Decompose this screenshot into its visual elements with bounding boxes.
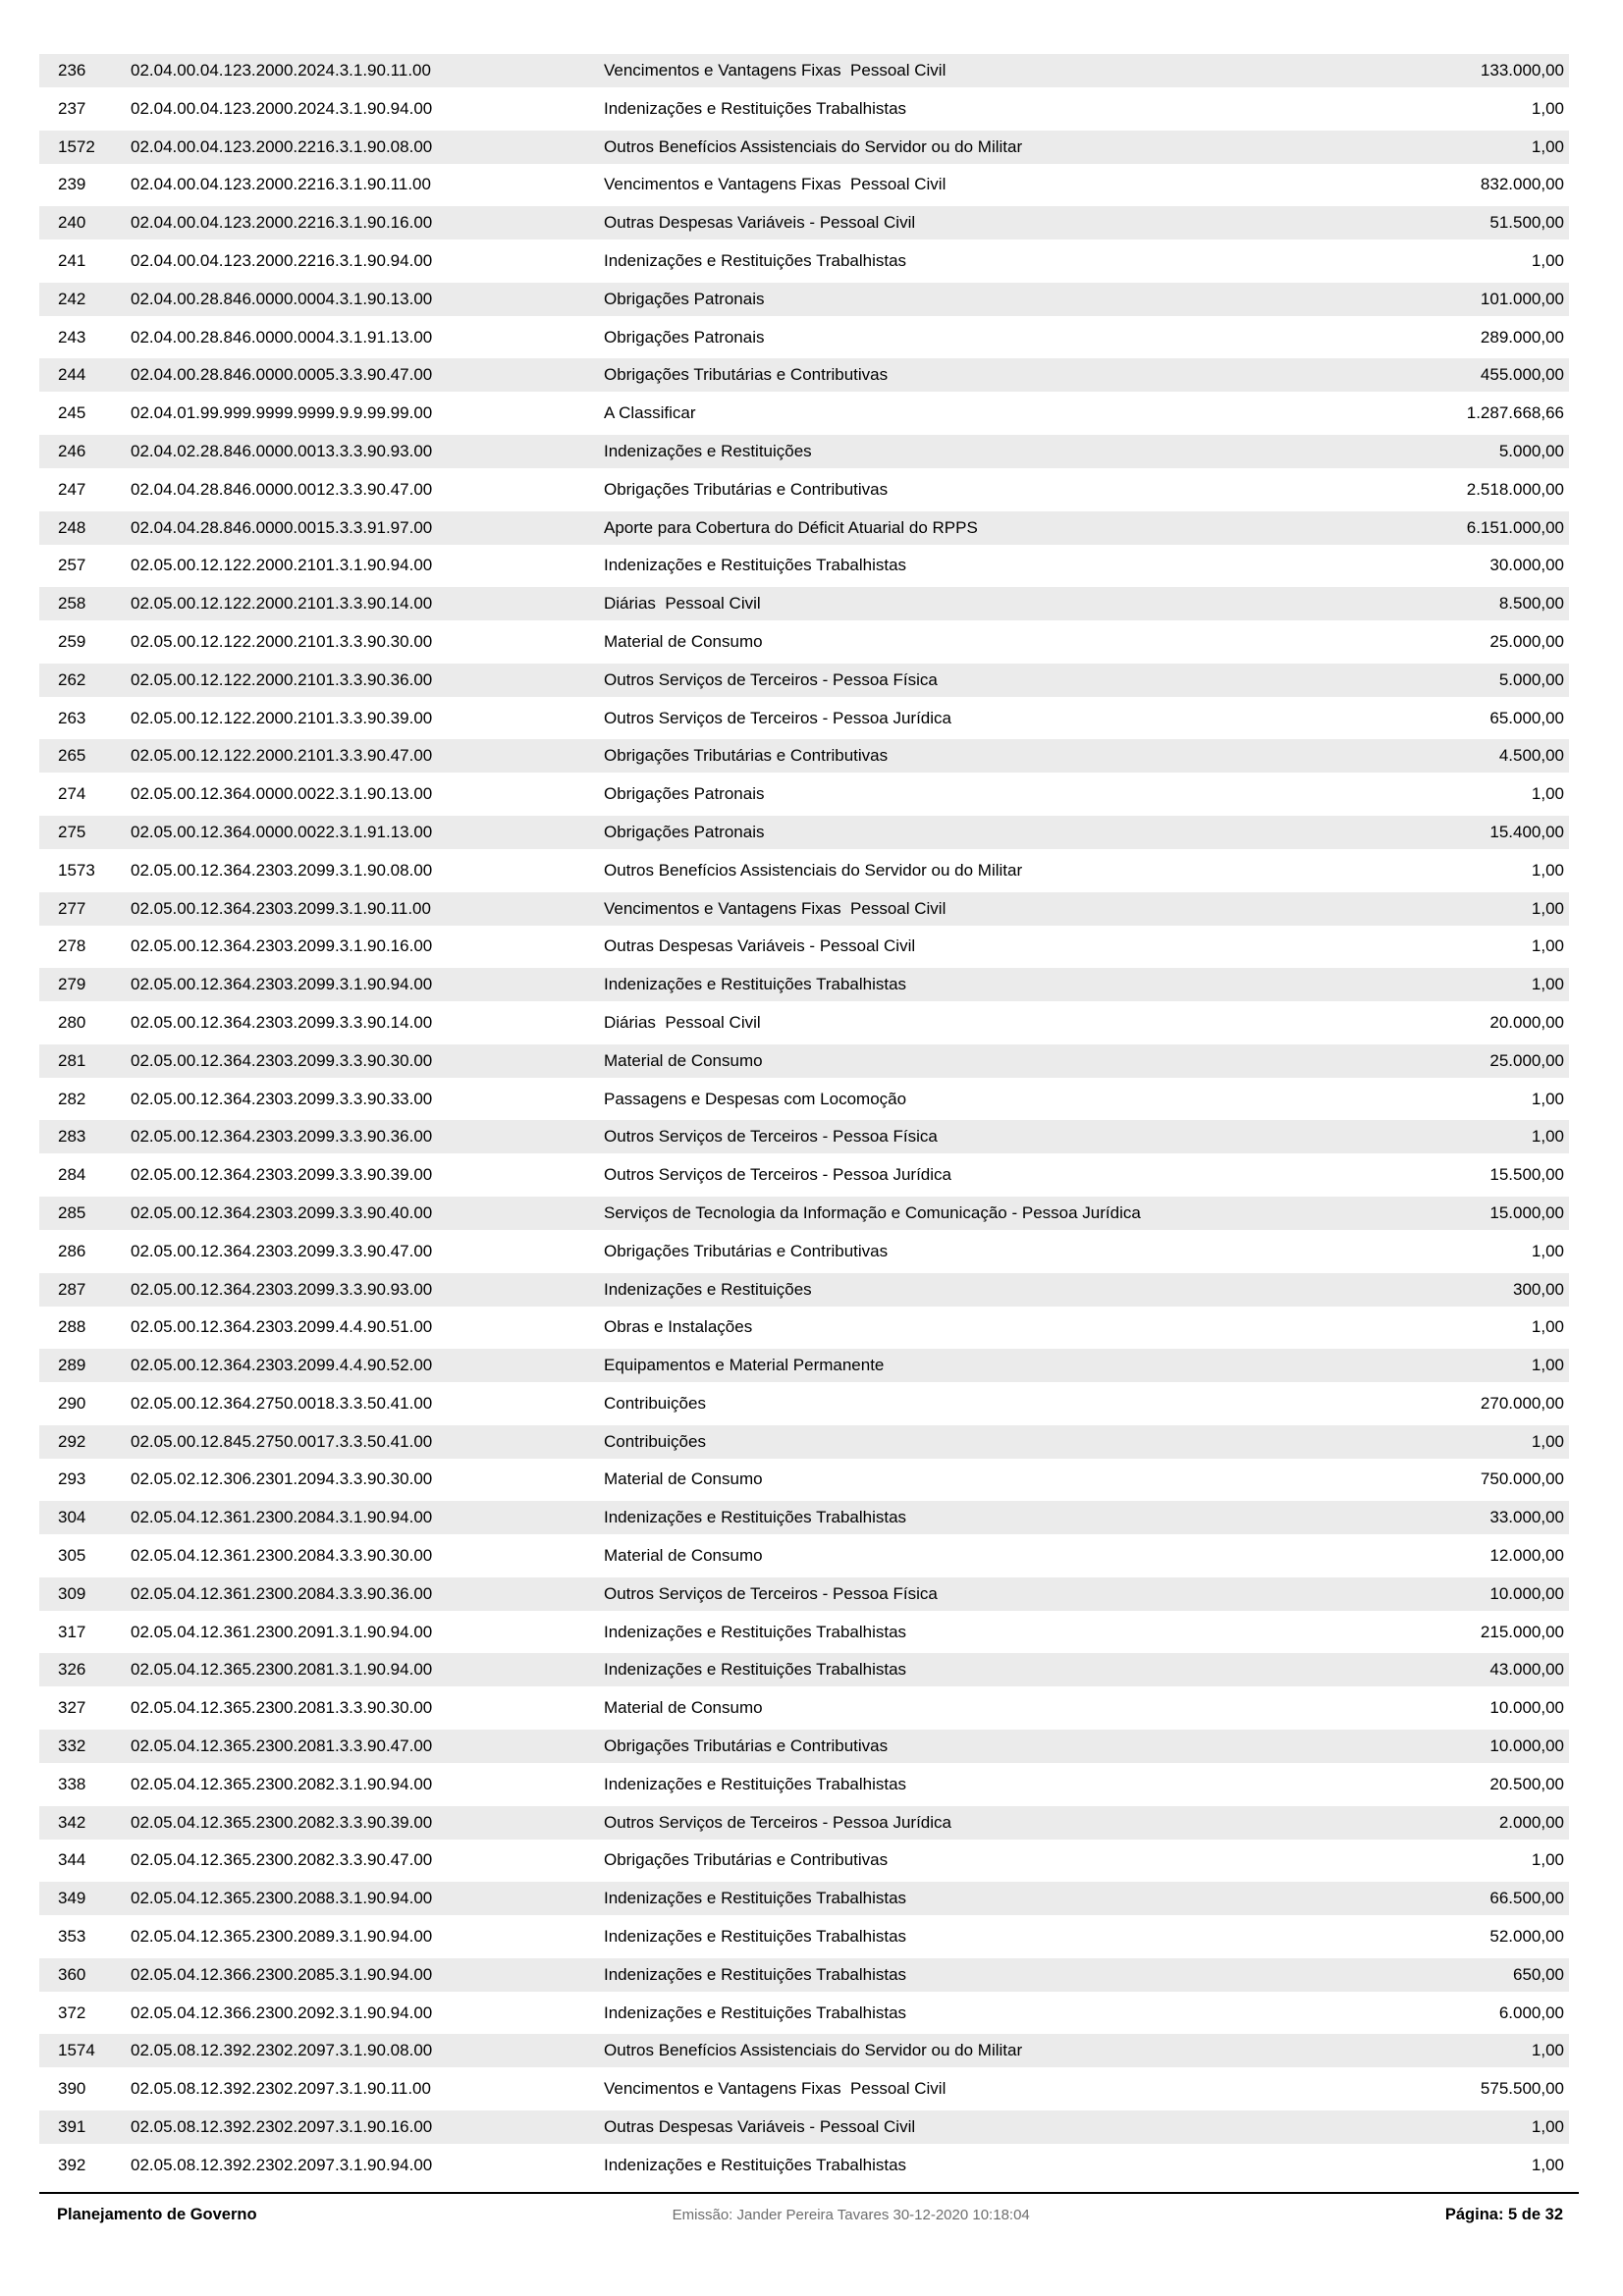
row-description-cell: Contribuições: [604, 1431, 706, 1451]
row-budget-code-cell: 02.05.04.12.365.2300.2082.3.3.90.39.00: [131, 1812, 433, 1832]
row-description-cell: Indenizações e Restituições Trabalhistas: [604, 98, 907, 118]
row-value-cell: 5.000,00: [1498, 441, 1564, 460]
table-row: [39, 1691, 1569, 1725]
table-row: [39, 930, 1569, 963]
row-budget-code-cell: 02.05.04.12.366.2300.2092.3.1.90.94.00: [131, 2002, 433, 2022]
row-budget-code-cell: 02.05.00.12.364.2303.2099.4.4.90.51.00: [131, 1317, 433, 1337]
row-description-cell: Obras e Instalações: [604, 1317, 753, 1337]
row-id-cell: 342: [58, 1812, 86, 1832]
row-budget-code-cell: 02.05.08.12.392.2302.2097.3.1.90.94.00: [131, 2155, 433, 2174]
row-budget-code-cell: 02.05.04.12.366.2300.2085.3.1.90.94.00: [131, 1964, 433, 1984]
row-budget-code-cell: 02.05.00.12.364.2303.2099.3.1.90.94.00: [131, 975, 433, 994]
table-row: [39, 664, 1569, 697]
table-row: [39, 1843, 1569, 1877]
row-id-cell: 262: [58, 669, 86, 689]
row-id-cell: 278: [58, 936, 86, 956]
row-value-cell: 20.000,00: [1489, 1012, 1564, 1032]
row-value-cell: 10.000,00: [1489, 1583, 1564, 1603]
row-budget-code-cell: 02.04.00.04.123.2000.2216.3.1.90.11.00: [131, 175, 431, 194]
row-value-cell: 650,00: [1513, 1964, 1564, 1984]
row-budget-code-cell: 02.05.04.12.361.2300.2091.3.1.90.94.00: [131, 1622, 433, 1641]
table-row: [39, 321, 1569, 354]
row-description-cell: Obrigações Tributárias e Contributivas: [604, 365, 889, 385]
row-description-cell: Equipamentos e Material Permanente: [604, 1356, 885, 1375]
row-value-cell: 1,00: [1531, 784, 1564, 804]
row-value-cell: 43.000,00: [1489, 1660, 1564, 1680]
row-id-cell: 293: [58, 1469, 86, 1489]
row-budget-code-cell: 02.05.00.12.364.2303.2099.3.3.90.40.00: [131, 1202, 433, 1222]
row-id-cell: 257: [58, 556, 86, 575]
row-description-cell: Passagens e Despesas com Locomoção: [604, 1089, 907, 1108]
table-row: [39, 511, 1569, 545]
table-row: [39, 435, 1569, 468]
row-id-cell: 240: [58, 213, 86, 233]
row-value-cell: 25.000,00: [1489, 1050, 1564, 1070]
row-value-cell: 1,00: [1531, 1241, 1564, 1260]
row-id-cell: 391: [58, 2117, 86, 2137]
row-budget-code-cell: 02.05.00.12.364.2303.2099.3.3.90.47.00: [131, 1241, 433, 1260]
row-id-cell: 259: [58, 631, 86, 651]
row-budget-code-cell: 02.05.00.12.122.2000.2101.3.3.90.36.00: [131, 669, 433, 689]
row-description-cell: A Classificar: [604, 403, 696, 423]
table-row: [39, 892, 1569, 926]
row-description-cell: Obrigações Tributárias e Contributivas: [604, 746, 889, 766]
table-row: [39, 1997, 1569, 2030]
row-id-cell: 246: [58, 441, 86, 460]
row-description-cell: Outros Serviços de Terceiros - Pessoa Física: [604, 1583, 938, 1603]
row-value-cell: 1,00: [1531, 2117, 1564, 2137]
row-budget-code-cell: 02.05.00.12.364.2303.2099.3.3.90.93.00: [131, 1279, 433, 1299]
table-row: [39, 1539, 1569, 1573]
table-row: [39, 2110, 1569, 2144]
row-budget-code-cell: 02.05.04.12.365.2300.2088.3.1.90.94.00: [131, 1889, 433, 1908]
row-id-cell: 274: [58, 784, 86, 804]
row-value-cell: 1,00: [1531, 898, 1564, 918]
row-value-cell: 300,00: [1513, 1279, 1564, 1299]
row-description-cell: Outros Serviços de Terceiros - Pessoa Física: [604, 1127, 938, 1147]
row-value-cell: 750.000,00: [1480, 1469, 1564, 1489]
row-value-cell: 2.518.000,00: [1466, 479, 1564, 499]
row-id-cell: 289: [58, 1356, 86, 1375]
report-footer: [39, 2206, 1579, 2224]
row-id-cell: 332: [58, 1736, 86, 1756]
row-id-cell: 277: [58, 898, 86, 918]
row-id-cell: 344: [58, 1850, 86, 1870]
table-row: [39, 1958, 1569, 1992]
row-description-cell: Aporte para Cobertura do Déficit Atuarial do RPPS: [604, 517, 978, 537]
row-budget-code-cell: 02.05.00.12.364.2750.0018.3.3.50.41.00: [131, 1393, 433, 1413]
row-budget-code-cell: 02.05.00.12.364.2303.2099.3.3.90.14.00: [131, 1012, 433, 1032]
row-value-cell: 832.000,00: [1480, 175, 1564, 194]
row-description-cell: Indenizações e Restituições Trabalhistas: [604, 1964, 907, 1984]
row-budget-code-cell: 02.04.00.28.846.0000.0004.3.1.91.13.00: [131, 327, 433, 347]
table-row: [39, 1577, 1569, 1611]
row-value-cell: 215.000,00: [1480, 1622, 1564, 1641]
row-budget-code-cell: 02.05.00.12.122.2000.2101.3.3.90.14.00: [131, 594, 433, 614]
row-id-cell: 243: [58, 327, 86, 347]
row-id-cell: 1572: [58, 136, 95, 156]
row-id-cell: 317: [58, 1622, 86, 1641]
row-value-cell: 10.000,00: [1489, 1736, 1564, 1756]
row-description-cell: Indenizações e Restituições Trabalhistas: [604, 2155, 907, 2174]
row-description-cell: Outros Benefícios Assistenciais do Servidor ou do Militar: [604, 136, 1023, 156]
table-row: [39, 2149, 1569, 2182]
table-row: [39, 397, 1569, 430]
table-row: [39, 854, 1569, 887]
row-id-cell: 263: [58, 708, 86, 727]
row-description-cell: Obrigações Tributárias e Contributivas: [604, 1241, 889, 1260]
row-value-cell: 20.500,00: [1489, 1774, 1564, 1793]
row-value-cell: 65.000,00: [1489, 708, 1564, 727]
row-description-cell: Material de Consumo: [604, 1469, 763, 1489]
row-budget-code-cell: 02.04.00.04.123.2000.2216.3.1.90.08.00: [131, 136, 433, 156]
row-id-cell: 309: [58, 1583, 86, 1603]
row-description-cell: Outras Despesas Variáveis - Pessoal Civil: [604, 213, 916, 233]
row-description-cell: Diárias Pessoal Civil: [604, 1012, 761, 1032]
row-id-cell: 241: [58, 250, 86, 270]
row-description-cell: Indenizações e Restituições: [604, 1279, 812, 1299]
table-row: [39, 1463, 1569, 1496]
row-value-cell: 101.000,00: [1480, 289, 1564, 308]
row-id-cell: 290: [58, 1393, 86, 1413]
row-description-cell: Indenizações e Restituições Trabalhistas: [604, 250, 907, 270]
row-value-cell: 15.000,00: [1489, 1202, 1564, 1222]
row-description-cell: Material de Consumo: [604, 1546, 763, 1566]
table-row: [39, 1349, 1569, 1382]
row-description-cell: Indenizações e Restituições: [604, 441, 812, 460]
row-value-cell: 6.151.000,00: [1466, 517, 1564, 537]
row-description-cell: Material de Consumo: [604, 1050, 763, 1070]
table-row: [39, 206, 1569, 240]
row-id-cell: 360: [58, 1964, 86, 1984]
row-value-cell: 575.500,00: [1480, 2079, 1564, 2099]
row-value-cell: 1,00: [1531, 1127, 1564, 1147]
table-row: [39, 1768, 1569, 1801]
row-budget-code-cell: 02.04.00.04.123.2000.2216.3.1.90.94.00: [131, 250, 433, 270]
row-description-cell: Indenizações e Restituições Trabalhistas: [604, 556, 907, 575]
row-description-cell: Indenizações e Restituições Trabalhistas: [604, 1889, 907, 1908]
row-description-cell: Outros Serviços de Terceiros - Pessoa Física: [604, 669, 938, 689]
row-id-cell: 392: [58, 2155, 86, 2174]
row-budget-code-cell: 02.05.00.12.364.2303.2099.3.1.90.11.00: [131, 898, 431, 918]
row-value-cell: 1,00: [1531, 1089, 1564, 1108]
row-id-cell: 244: [58, 365, 86, 385]
row-value-cell: 289.000,00: [1480, 327, 1564, 347]
row-value-cell: 1.287.668,66: [1466, 403, 1564, 423]
table-row: [39, 358, 1569, 392]
row-value-cell: 51.500,00: [1489, 213, 1564, 233]
table-row: [39, 702, 1569, 735]
row-description-cell: Outras Despesas Variáveis - Pessoal Civil: [604, 2117, 916, 2137]
table-row: [39, 549, 1569, 582]
row-id-cell: 283: [58, 1127, 86, 1147]
row-id-cell: 1574: [58, 2041, 95, 2060]
row-budget-code-cell: 02.05.08.12.392.2302.2097.3.1.90.11.00: [131, 2079, 431, 2099]
row-id-cell: 292: [58, 1431, 86, 1451]
table-row: [39, 1806, 1569, 1840]
row-id-cell: 327: [58, 1698, 86, 1718]
row-budget-code-cell: 02.05.00.12.364.0000.0022.3.1.90.13.00: [131, 784, 433, 804]
row-budget-code-cell: 02.04.00.28.846.0000.0005.3.3.90.47.00: [131, 365, 433, 385]
row-budget-code-cell: 02.05.04.12.365.2300.2081.3.1.90.94.00: [131, 1660, 433, 1680]
row-budget-code-cell: 02.05.04.12.365.2300.2081.3.3.90.30.00: [131, 1698, 433, 1718]
table-row: [39, 1235, 1569, 1268]
row-description-cell: Indenizações e Restituições Trabalhistas: [604, 1622, 907, 1641]
row-budget-code-cell: 02.05.00.12.122.2000.2101.3.1.90.94.00: [131, 556, 433, 575]
row-description-cell: Material de Consumo: [604, 631, 763, 651]
table-row: [39, 244, 1569, 278]
table-row: [39, 1730, 1569, 1763]
row-description-cell: Diárias Pessoal Civil: [604, 594, 761, 614]
row-budget-code-cell: 02.05.08.12.392.2302.2097.3.1.90.08.00: [131, 2041, 433, 2060]
row-id-cell: 305: [58, 1546, 86, 1566]
row-id-cell: 282: [58, 1089, 86, 1108]
row-value-cell: 15.400,00: [1489, 822, 1564, 841]
row-value-cell: 1,00: [1531, 1356, 1564, 1375]
row-id-cell: 279: [58, 975, 86, 994]
footer-report-title: Planejamento de Governo: [57, 2206, 257, 2223]
table-row: [39, 777, 1569, 811]
row-description-cell: Obrigações Patronais: [604, 784, 765, 804]
row-budget-code-cell: 02.05.00.12.364.2303.2099.3.3.90.30.00: [131, 1050, 433, 1070]
row-budget-code-cell: 02.04.02.28.846.0000.0013.3.3.90.93.00: [131, 441, 433, 460]
table-row: [39, 968, 1569, 1001]
row-value-cell: 10.000,00: [1489, 1698, 1564, 1718]
row-description-cell: Indenizações e Restituições Trabalhistas: [604, 1660, 907, 1680]
row-description-cell: Indenizações e Restituições Trabalhistas: [604, 1508, 907, 1527]
table-row: [39, 1310, 1569, 1344]
row-id-cell: 239: [58, 175, 86, 194]
row-id-cell: 258: [58, 594, 86, 614]
row-value-cell: 1,00: [1531, 1317, 1564, 1337]
row-value-cell: 6.000,00: [1498, 2002, 1564, 2022]
row-id-cell: 284: [58, 1165, 86, 1185]
row-value-cell: 1,00: [1531, 136, 1564, 156]
row-value-cell: 455.000,00: [1480, 365, 1564, 385]
row-value-cell: 1,00: [1531, 936, 1564, 956]
row-description-cell: Obrigações Tributárias e Contributivas: [604, 1850, 889, 1870]
row-description-cell: Outros Benefícios Assistenciais do Servidor ou do Militar: [604, 2041, 1023, 2060]
row-description-cell: Outras Despesas Variáveis - Pessoal Civil: [604, 936, 916, 956]
row-value-cell: 133.000,00: [1480, 61, 1564, 80]
row-description-cell: Obrigações Patronais: [604, 822, 765, 841]
row-budget-code-cell: 02.04.04.28.846.0000.0012.3.3.90.47.00: [131, 479, 433, 499]
row-description-cell: Outros Serviços de Terceiros - Pessoa Jurídica: [604, 1165, 951, 1185]
row-budget-code-cell: 02.05.00.12.364.2303.2099.3.3.90.33.00: [131, 1089, 433, 1108]
table-row: [39, 739, 1569, 773]
row-description-cell: Vencimentos e Vantagens Fixas Pessoal Civil: [604, 175, 947, 194]
table-row: [39, 1920, 1569, 1953]
row-budget-code-cell: 02.05.04.12.365.2300.2082.3.3.90.47.00: [131, 1850, 433, 1870]
row-value-cell: 1,00: [1531, 1850, 1564, 1870]
row-description-cell: Outros Serviços de Terceiros - Pessoa Jurídica: [604, 708, 951, 727]
row-description-cell: Indenizações e Restituições Trabalhistas: [604, 2002, 907, 2022]
row-budget-code-cell: 02.05.04.12.365.2300.2082.3.1.90.94.00: [131, 1774, 433, 1793]
table-row: [39, 131, 1569, 164]
row-value-cell: 1,00: [1531, 2041, 1564, 2060]
row-description-cell: Obrigações Patronais: [604, 327, 765, 347]
table-row: [39, 1197, 1569, 1230]
row-budget-code-cell: 02.05.04.12.365.2300.2089.3.1.90.94.00: [131, 1927, 433, 1947]
row-id-cell: 1573: [58, 860, 95, 880]
row-id-cell: 286: [58, 1241, 86, 1260]
row-id-cell: 338: [58, 1774, 86, 1793]
table-row: [39, 92, 1569, 126]
row-description-cell: Indenizações e Restituições Trabalhistas: [604, 1927, 907, 1947]
row-value-cell: 25.000,00: [1489, 631, 1564, 651]
row-value-cell: 1,00: [1531, 250, 1564, 270]
table-row: [39, 168, 1569, 201]
row-id-cell: 281: [58, 1050, 86, 1070]
row-id-cell: 237: [58, 98, 86, 118]
row-id-cell: 285: [58, 1202, 86, 1222]
row-budget-code-cell: 02.05.00.12.845.2750.0017.3.3.50.41.00: [131, 1431, 433, 1451]
row-id-cell: 265: [58, 746, 86, 766]
table-row: [39, 1044, 1569, 1078]
table-row: [39, 1425, 1569, 1459]
row-budget-code-cell: 02.05.00.12.364.2303.2099.3.3.90.39.00: [131, 1165, 433, 1185]
footer-divider: [39, 2192, 1579, 2194]
table-row: [39, 1273, 1569, 1307]
row-description-cell: Obrigações Tributárias e Contributivas: [604, 479, 889, 499]
table-row: [39, 1387, 1569, 1420]
row-budget-code-cell: 02.05.04.12.361.2300.2084.3.3.90.30.00: [131, 1546, 433, 1566]
row-id-cell: 349: [58, 1889, 86, 1908]
row-id-cell: 245: [58, 403, 86, 423]
table-row: [39, 473, 1569, 507]
table-row: [39, 1653, 1569, 1686]
row-value-cell: 5.000,00: [1498, 669, 1564, 689]
table-row: [39, 1616, 1569, 1649]
table-row: [39, 1501, 1569, 1534]
row-budget-code-cell: 02.05.00.12.122.2000.2101.3.3.90.47.00: [131, 746, 433, 766]
row-budget-code-cell: 02.05.00.12.364.2303.2099.3.3.90.36.00: [131, 1127, 433, 1147]
row-value-cell: 52.000,00: [1489, 1927, 1564, 1947]
row-id-cell: 275: [58, 822, 86, 841]
table-row: [39, 1158, 1569, 1192]
row-description-cell: Obrigações Tributárias e Contributivas: [604, 1736, 889, 1756]
row-description-cell: Outros Benefícios Assistenciais do Servidor ou do Militar: [604, 860, 1023, 880]
row-budget-code-cell: 02.05.00.12.364.2303.2099.3.1.90.08.00: [131, 860, 433, 880]
table-row: [39, 2072, 1569, 2106]
row-budget-code-cell: 02.05.00.12.122.2000.2101.3.3.90.39.00: [131, 708, 433, 727]
row-id-cell: 353: [58, 1927, 86, 1947]
row-description-cell: Vencimentos e Vantagens Fixas Pessoal Civil: [604, 61, 947, 80]
row-description-cell: Indenizações e Restituições Trabalhistas: [604, 1774, 907, 1793]
row-value-cell: 1,00: [1531, 2155, 1564, 2174]
row-budget-code-cell: 02.04.04.28.846.0000.0015.3.3.91.97.00: [131, 517, 433, 537]
row-budget-code-cell: 02.05.00.12.364.0000.0022.3.1.91.13.00: [131, 822, 433, 841]
table-row: [39, 587, 1569, 620]
row-budget-code-cell: 02.05.00.12.122.2000.2101.3.3.90.30.00: [131, 631, 433, 651]
table-row: [39, 1006, 1569, 1040]
table-row: [39, 1083, 1569, 1116]
row-id-cell: 390: [58, 2079, 86, 2099]
row-budget-code-cell: 02.05.02.12.306.2301.2094.3.3.90.30.00: [131, 1469, 433, 1489]
table-row: [39, 283, 1569, 316]
row-id-cell: 236: [58, 61, 86, 80]
row-description-cell: Vencimentos e Vantagens Fixas Pessoal Civil: [604, 2079, 947, 2099]
row-description-cell: Contribuições: [604, 1393, 706, 1413]
row-budget-code-cell: 02.05.04.12.365.2300.2081.3.3.90.47.00: [131, 1736, 433, 1756]
row-description-cell: Outros Serviços de Terceiros - Pessoa Jurídica: [604, 1812, 951, 1832]
row-budget-code-cell: 02.05.08.12.392.2302.2097.3.1.90.16.00: [131, 2117, 433, 2137]
row-value-cell: 1,00: [1531, 98, 1564, 118]
row-budget-code-cell: 02.04.00.04.123.2000.2216.3.1.90.16.00: [131, 213, 433, 233]
row-value-cell: 4.500,00: [1498, 746, 1564, 766]
row-value-cell: 15.500,00: [1489, 1165, 1564, 1185]
row-value-cell: 33.000,00: [1489, 1508, 1564, 1527]
row-value-cell: 270.000,00: [1480, 1393, 1564, 1413]
row-id-cell: 304: [58, 1508, 86, 1527]
row-budget-code-cell: 02.05.00.12.364.2303.2099.3.1.90.16.00: [131, 936, 433, 956]
row-id-cell: 287: [58, 1279, 86, 1299]
row-budget-code-cell: 02.04.00.04.123.2000.2024.3.1.90.11.00: [131, 61, 431, 80]
row-value-cell: 66.500,00: [1489, 1889, 1564, 1908]
row-description-cell: Vencimentos e Vantagens Fixas Pessoal Civil: [604, 898, 947, 918]
row-description-cell: Serviços de Tecnologia da Informação e Comunicação - Pessoa Jurídica: [604, 1202, 1141, 1222]
row-value-cell: 2.000,00: [1498, 1812, 1564, 1832]
row-budget-code-cell: 02.05.00.12.364.2303.2099.4.4.90.52.00: [131, 1356, 433, 1375]
table-row: [39, 1120, 1569, 1153]
row-id-cell: 288: [58, 1317, 86, 1337]
row-budget-code-cell: 02.05.04.12.361.2300.2084.3.1.90.94.00: [131, 1508, 433, 1527]
row-budget-code-cell: 02.05.04.12.361.2300.2084.3.3.90.36.00: [131, 1583, 433, 1603]
budget-table: [39, 54, 1569, 2187]
row-id-cell: 242: [58, 289, 86, 308]
row-id-cell: 248: [58, 517, 86, 537]
row-value-cell: 1,00: [1531, 975, 1564, 994]
table-row: [39, 625, 1569, 659]
row-id-cell: 247: [58, 479, 86, 499]
row-value-cell: 12.000,00: [1489, 1546, 1564, 1566]
row-value-cell: 1,00: [1531, 860, 1564, 880]
row-budget-code-cell: 02.04.01.99.999.9999.9999.9.9.99.99.00: [131, 403, 433, 423]
row-description-cell: Indenizações e Restituições Trabalhistas: [604, 975, 907, 994]
row-id-cell: 280: [58, 1012, 86, 1032]
row-description-cell: Material de Consumo: [604, 1698, 763, 1718]
row-description-cell: Obrigações Patronais: [604, 289, 765, 308]
footer-emission-info: Emissão: Jander Pereira Tavares 30-12-2020 10:18:04: [672, 2207, 1030, 2223]
row-budget-code-cell: 02.04.00.28.846.0000.0004.3.1.90.13.00: [131, 289, 433, 308]
row-value-cell: 8.500,00: [1498, 594, 1564, 614]
table-row: [39, 54, 1569, 87]
row-id-cell: 372: [58, 2002, 86, 2022]
table-row: [39, 1882, 1569, 1915]
table-row: [39, 2034, 1569, 2067]
row-budget-code-cell: 02.04.00.04.123.2000.2024.3.1.90.94.00: [131, 98, 433, 118]
row-value-cell: 30.000,00: [1489, 556, 1564, 575]
row-value-cell: 1,00: [1531, 1431, 1564, 1451]
table-row: [39, 816, 1569, 849]
row-id-cell: 326: [58, 1660, 86, 1680]
footer-page-number: Página: 5 de 32: [1444, 2206, 1563, 2223]
